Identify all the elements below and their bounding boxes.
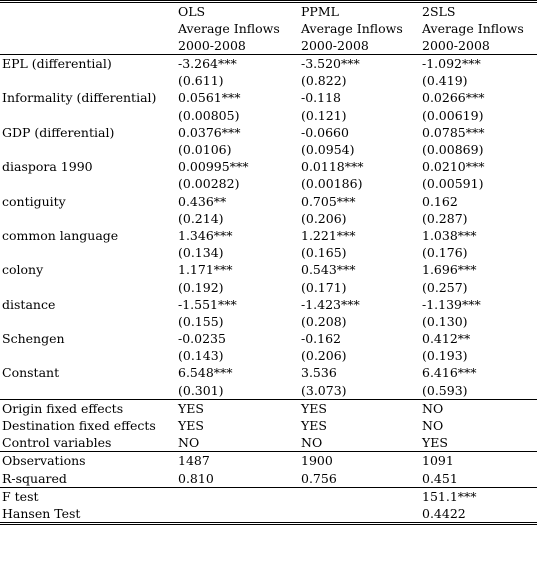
standard-error-value: (0.130) [422, 313, 468, 329]
coefficient-row [0, 158, 537, 175]
variable-label-empty [0, 72, 176, 89]
coefficient-value: 1.171*** [178, 262, 233, 278]
coefficient-value: -0.0660 [301, 124, 349, 140]
header-dep-var: Average Inflows [178, 21, 280, 36]
variable-label: colony [2, 262, 44, 278]
standard-error-value: (0.257) [422, 279, 468, 295]
standard-error-value: (0.208) [301, 313, 347, 329]
standard-error-value: (3.073) [301, 382, 347, 398]
coefficient-row [0, 124, 537, 141]
row-value [299, 487, 420, 505]
coefficient-row [0, 261, 537, 278]
standard-error-value: (0.206) [301, 210, 347, 226]
row-label: Destination fixed effects [2, 418, 156, 434]
row-value: NO [178, 435, 200, 451]
standard-error-value: (0.00282) [178, 176, 240, 192]
coefficient-row [0, 55, 537, 73]
coefficient-row [0, 227, 537, 244]
coefficient-value: -1.551*** [178, 296, 237, 312]
header-row-method [0, 2, 537, 21]
variable-label: diaspora 1990 [2, 159, 93, 175]
standard-error-value: (0.0954) [301, 142, 355, 158]
standard-error-value: (0.593) [422, 382, 468, 398]
coefficient-value: -3.264*** [178, 56, 237, 72]
standard-error-value: (0.611) [178, 73, 224, 89]
row-value: 0.451 [422, 470, 458, 486]
coefficient-value: -1.139*** [422, 296, 481, 312]
coefficient-row [0, 193, 537, 210]
header-row-period [0, 37, 537, 55]
variable-label: Schengen [2, 331, 65, 347]
standard-error-row [0, 141, 537, 158]
coefficient-value: 6.548*** [178, 365, 233, 381]
variable-label-empty [0, 107, 176, 124]
variable-label-empty [0, 175, 176, 192]
row-value: 0.4422 [420, 505, 537, 524]
row-value: YES [301, 418, 327, 434]
control-row [0, 417, 537, 434]
test-statistic-row [0, 505, 537, 524]
coefficient-value: -1.423*** [301, 296, 360, 312]
row-label: Hansen Test [0, 505, 176, 524]
standard-error-row [0, 72, 537, 89]
header-dep-var: Average Inflows [422, 21, 524, 36]
variable-label-empty [0, 141, 176, 158]
coefficient-value: 0.00995*** [178, 159, 249, 175]
row-value: YES [178, 418, 204, 434]
coefficient-value: 0.0210*** [422, 159, 485, 175]
row-value: YES [299, 399, 420, 417]
standard-error-value: (0.143) [178, 348, 224, 364]
coefficient-value: 0.0785*** [422, 124, 485, 140]
coefficient-value: 0.0376*** [178, 124, 241, 140]
standard-error-value: (0.121) [301, 107, 347, 123]
variable-label-empty [0, 210, 176, 227]
coefficient-row [0, 296, 537, 313]
standard-error-row [0, 210, 537, 227]
standard-error-value: (0.00619) [422, 107, 484, 123]
standard-error-value: (0.00869) [422, 142, 484, 158]
coefficient-value: -1.092*** [422, 56, 481, 72]
coefficient-value: 0.543*** [301, 262, 356, 278]
variable-label-empty [0, 382, 176, 400]
standard-error-value: (0.134) [178, 245, 224, 261]
standard-error-value: (0.419) [422, 73, 468, 89]
row-value [176, 487, 299, 505]
row-value: NO [422, 418, 444, 434]
row-label: F test [0, 487, 176, 505]
header-dep-var: Average Inflows [301, 21, 403, 36]
control-row [0, 434, 537, 452]
standard-error-row [0, 313, 537, 330]
variable-label-empty [0, 313, 176, 330]
coefficient-row [0, 89, 537, 106]
row-value [176, 505, 299, 524]
standard-error-value: (0.00591) [422, 176, 484, 192]
variable-label: common language [2, 227, 119, 243]
standard-error-row [0, 278, 537, 295]
row-value: 0.756 [301, 470, 337, 486]
header-method: 2SLS [420, 2, 537, 21]
row-label: Control variables [2, 435, 112, 451]
coefficient-value: 0.412** [422, 331, 471, 347]
coefficient-value: 0.0561*** [178, 90, 241, 106]
coefficient-value: 0.162 [422, 193, 458, 209]
fit-statistic-row [0, 452, 537, 470]
variable-label: distance [2, 296, 56, 312]
row-label: Origin fixed effects [0, 399, 176, 417]
coefficient-row [0, 364, 537, 381]
standard-error-row [0, 347, 537, 364]
row-value: YES [176, 399, 299, 417]
row-value: NO [301, 435, 323, 451]
standard-error-row [0, 107, 537, 124]
header-corner [0, 37, 176, 55]
row-value: 0.810 [178, 470, 214, 486]
control-row [0, 399, 537, 417]
row-label: Observations [0, 452, 176, 470]
variable-label-empty [0, 347, 176, 364]
header-corner [0, 20, 176, 37]
standard-error-value: (0.193) [422, 348, 468, 364]
header-period: 2000-2008 [176, 37, 299, 55]
test-statistic-row [0, 487, 537, 505]
row-value: 151.1*** [420, 487, 537, 505]
coefficient-value: 3.536 [301, 365, 337, 381]
standard-error-value: (0.287) [422, 210, 468, 226]
standard-error-value: (0.00186) [301, 176, 363, 192]
standard-error-row [0, 244, 537, 261]
variable-label: EPL (differential) [2, 56, 112, 72]
row-label: R-squared [2, 470, 67, 486]
variable-label-empty [0, 244, 176, 261]
variable-label: GDP (differential) [2, 124, 115, 140]
coefficient-value: 1.696*** [422, 262, 477, 278]
standard-error-value: (0.0106) [178, 142, 232, 158]
variable-label-empty [0, 278, 176, 295]
row-value: 1900 [299, 452, 420, 470]
standard-error-row [0, 382, 537, 400]
variable-label: Constant [2, 365, 60, 381]
standard-error-value: (0.00805) [178, 107, 240, 123]
standard-error-value: (0.176) [422, 245, 468, 261]
standard-error-value: (0.171) [301, 279, 347, 295]
standard-error-value: (0.206) [301, 348, 347, 364]
standard-error-value: (0.155) [178, 313, 224, 329]
standard-error-value: (0.301) [178, 382, 224, 398]
standard-error-value: (0.192) [178, 279, 224, 295]
standard-error-value: (0.214) [178, 210, 224, 226]
header-method: PPML [299, 2, 420, 21]
coefficient-value: -0.162 [301, 331, 342, 347]
coefficient-value: -0.0235 [178, 331, 226, 347]
regression-table-body [0, 2, 537, 524]
coefficient-value: -3.520*** [301, 56, 360, 72]
coefficient-value: 0.0118*** [301, 159, 364, 175]
standard-error-value: (0.165) [301, 245, 347, 261]
coefficient-value: 0.705*** [301, 193, 356, 209]
variable-label: Informality (differential) [2, 90, 157, 106]
coefficient-value: -0.118 [301, 90, 342, 106]
coefficient-value: 6.416*** [422, 365, 477, 381]
header-period: 2000-2008 [299, 37, 420, 55]
row-value: 1487 [176, 452, 299, 470]
standard-error-value: (0.822) [301, 73, 347, 89]
fit-statistic-row [0, 470, 537, 488]
header-period: 2000-2008 [420, 37, 537, 55]
coefficient-row [0, 330, 537, 347]
header-method: OLS [176, 2, 299, 21]
coefficient-value: 0.436** [178, 193, 227, 209]
variable-label: contiguity [2, 193, 66, 209]
coefficient-value: 1.346*** [178, 227, 233, 243]
header-corner [0, 2, 176, 21]
row-value [299, 505, 420, 524]
row-value: 1091 [420, 452, 537, 470]
coefficient-value: 1.038*** [422, 227, 477, 243]
row-value: YES [422, 435, 448, 451]
standard-error-row [0, 175, 537, 192]
coefficient-value: 0.0266*** [422, 90, 485, 106]
row-value: NO [420, 399, 537, 417]
coefficient-value: 1.221*** [301, 227, 356, 243]
header-row-depvar [0, 20, 537, 37]
